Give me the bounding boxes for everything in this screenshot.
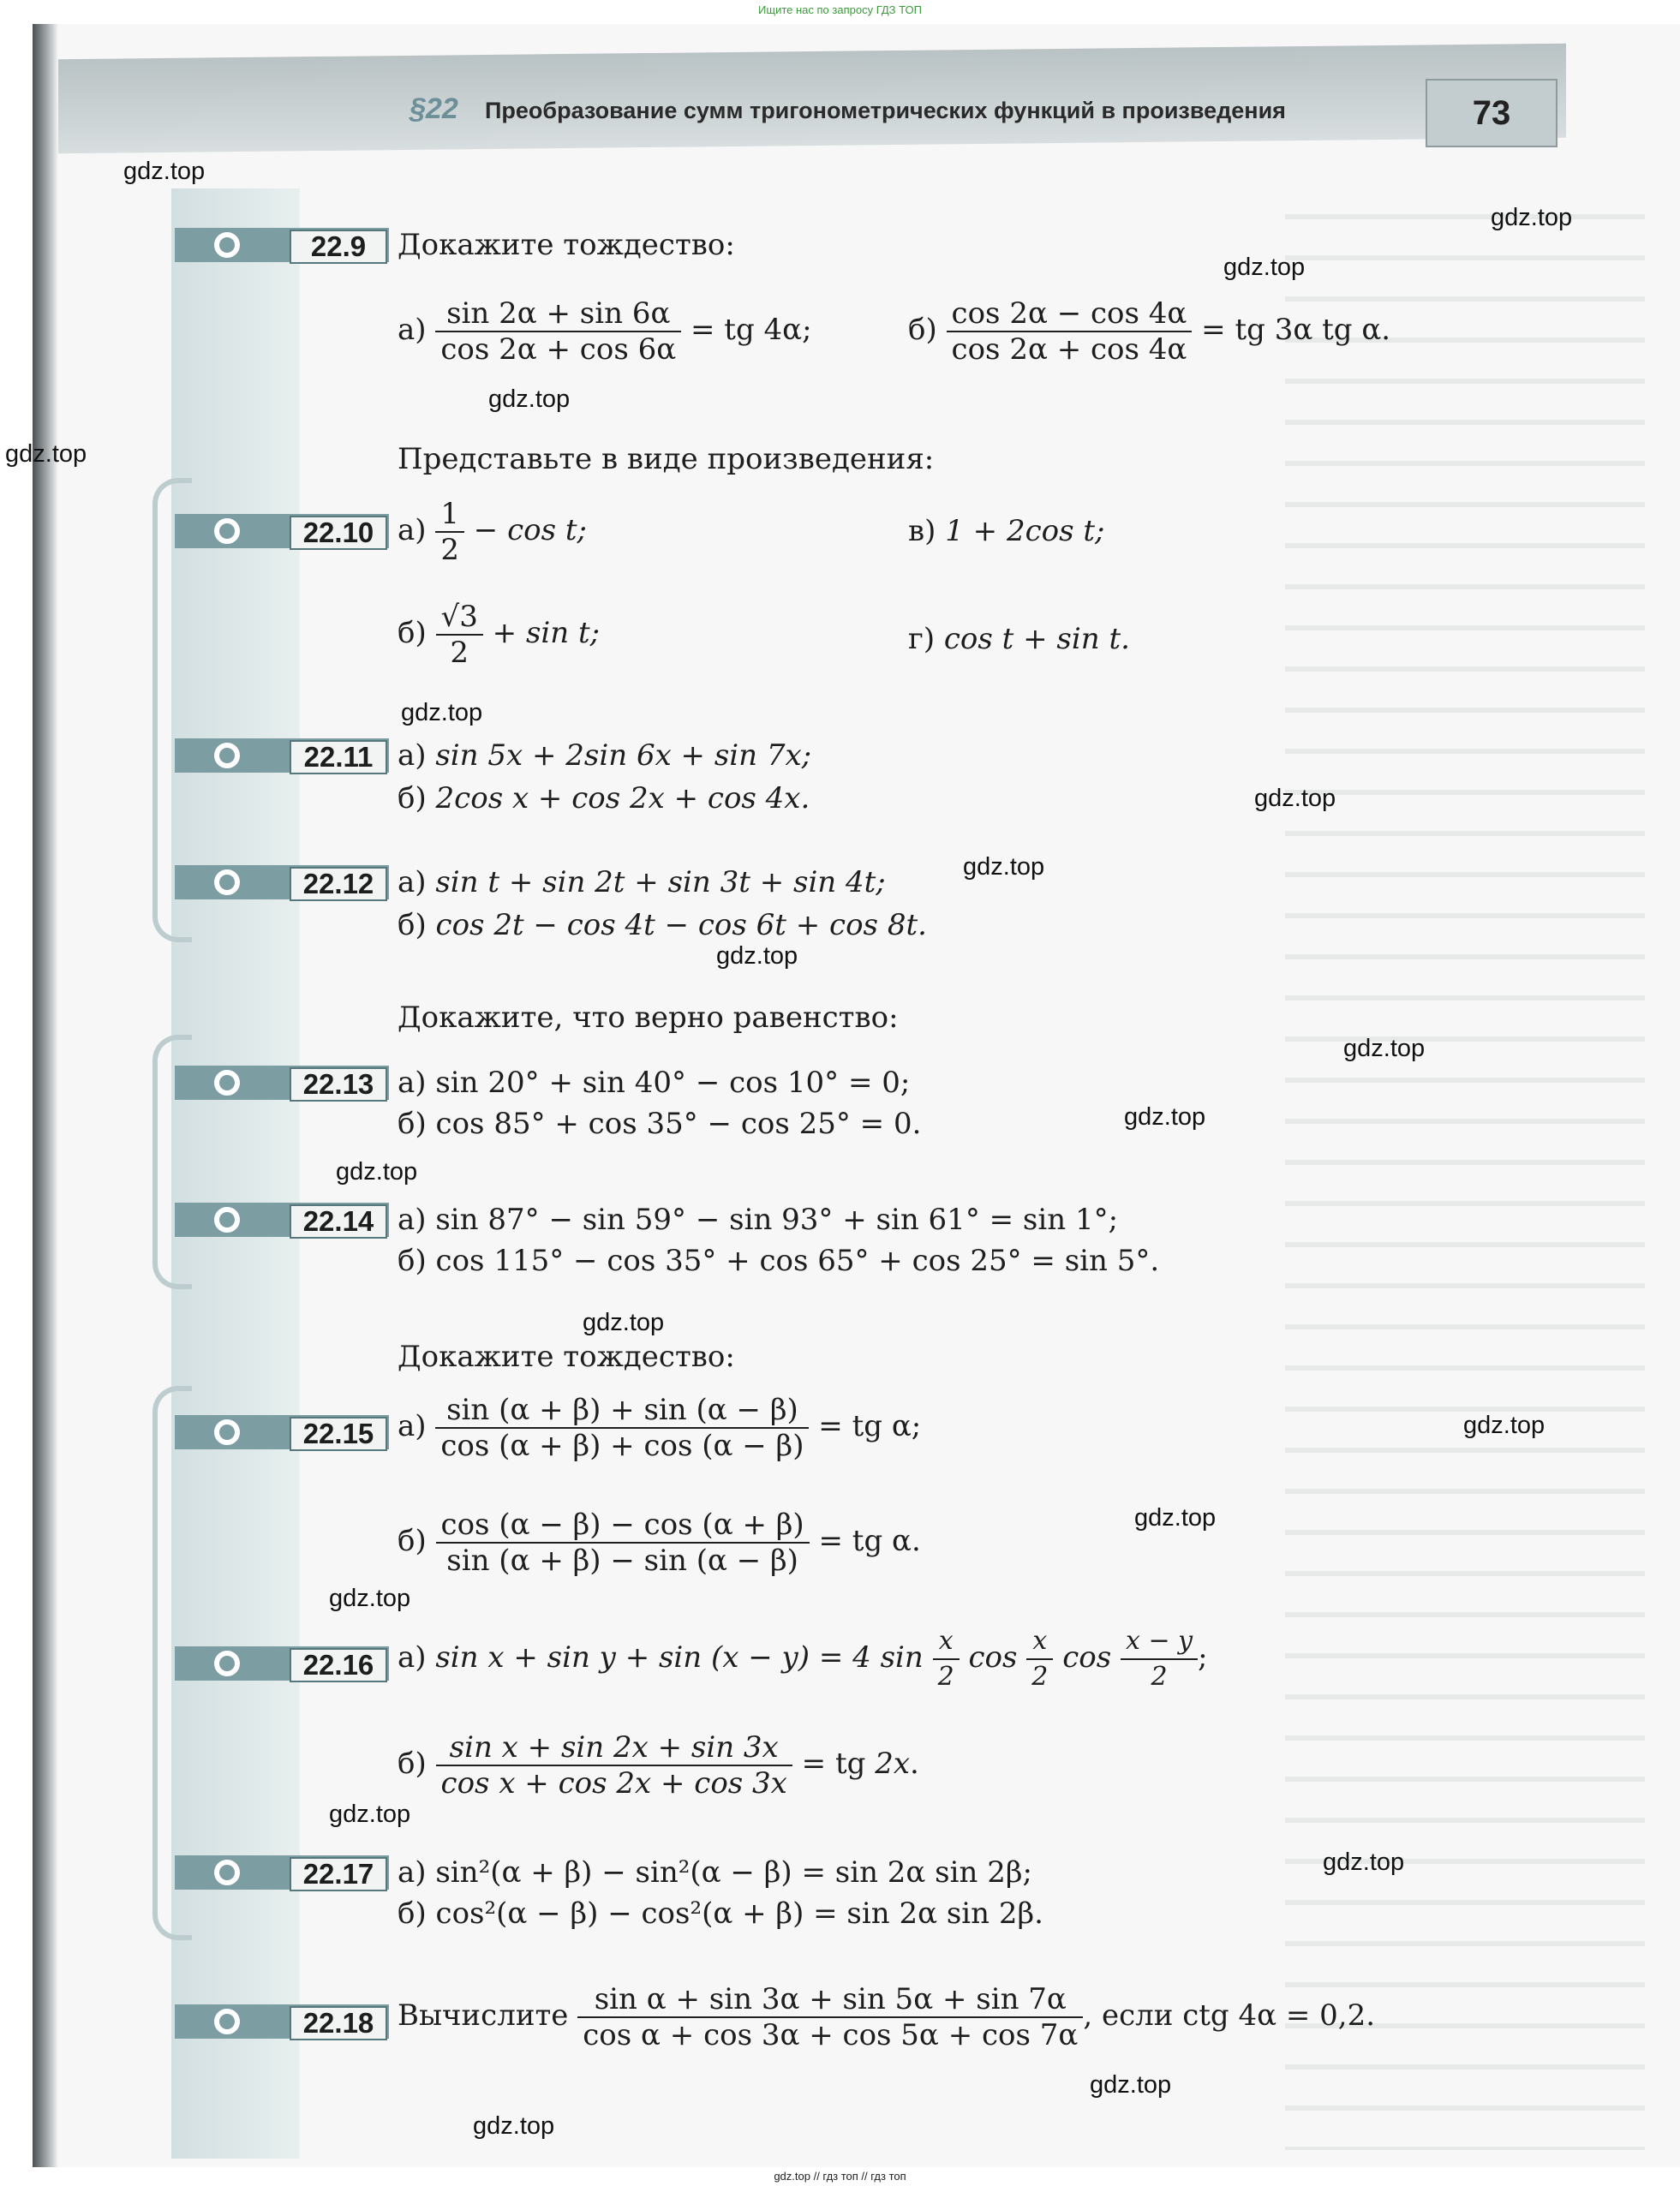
watermark: gdz.top bbox=[5, 440, 87, 468]
problem-number-22-11 bbox=[175, 738, 389, 773]
problem-number-22-16 bbox=[175, 1646, 389, 1681]
watermark: gdz.top bbox=[963, 853, 1045, 881]
problem-22-9-a: а) $\frac{\sin 2\alpha + \sin 6\alpha}{\cos 2\alpha + \cos 6\alpha}$ = tg 4α; bbox=[398, 296, 812, 367]
problem-22-10-b-tail: + sin t; bbox=[492, 616, 601, 650]
problem-number-22-18 bbox=[175, 2004, 389, 2039]
problem-22-18-verb: Вычислите bbox=[398, 1998, 569, 2033]
problem-22-15-b: б) $\frac{\cos (\alpha - \beta) - \cos (\alpha + \beta)}{\sin (\alpha + \beta) - \sin (\alpha - \beta)}$ = tg α. bbox=[398, 1508, 921, 1578]
difficulty-circle-icon bbox=[214, 1419, 240, 1445]
problem-22-10-v: в) 1 + 2cos t; bbox=[908, 514, 1105, 548]
difficulty-circle-icon bbox=[214, 518, 240, 544]
problem-number-22-15 bbox=[175, 1415, 389, 1449]
page-number: 73 bbox=[1426, 79, 1557, 147]
problem-22-10-b: б) $\frac{√3}{2}$ + sin t; bbox=[398, 600, 601, 670]
problem-22-10-g: г) cos t + sin t. bbox=[908, 622, 1130, 656]
watermark: gdz.top bbox=[1343, 1035, 1426, 1062]
difficulty-circle-icon bbox=[214, 232, 240, 258]
problem-label: 22.16 bbox=[290, 1648, 387, 1682]
problem-22-10-a-tail: − cos t; bbox=[473, 513, 587, 547]
problem-22-12-a: а) sin t + sin 2t + sin 3t + sin 4t; bbox=[398, 865, 886, 899]
difficulty-circle-icon bbox=[214, 1860, 240, 1885]
problem-22-18-condition: , если ctg 4α = 0,2. bbox=[1083, 1998, 1376, 2033]
problem-22-17-a: а) sin²(α + β) − sin²(α − β) = sin 2α sin 2β; bbox=[398, 1855, 1032, 1890]
watermark: gdz.top bbox=[329, 1801, 411, 1828]
difficulty-circle-icon bbox=[214, 869, 240, 895]
watermark: gdz.top bbox=[1491, 204, 1573, 231]
watermark: gdz.top bbox=[488, 385, 571, 413]
top-note: Ищите нас по запросу ГДЗ ТОП bbox=[758, 3, 922, 16]
problem-label: 22.13 bbox=[290, 1067, 387, 1102]
problem-label: 22.10 bbox=[290, 516, 387, 550]
problem-22-9-b: б) $\frac{\cos 2\alpha - \cos 4\alpha}{\cos 2\alpha + \cos 4\alpha}$ = tg 3α tg α. bbox=[908, 296, 1391, 367]
problem-label: 22.15 bbox=[290, 1417, 387, 1451]
problem-22-16-b: б) $\frac{\text{sin x + sin 2x + sin 3x}}{\text{cos x + cos 2x + cos 3x}}$ = tg 2x. bbox=[398, 1730, 919, 1801]
instruction-represent-product: Представьте в виде произведения: bbox=[398, 442, 935, 476]
watermark: gdz.top bbox=[123, 158, 206, 185]
difficulty-circle-icon bbox=[214, 2009, 240, 2034]
paragraph-number: §22 bbox=[410, 93, 458, 125]
difficulty-circle-icon bbox=[214, 1651, 240, 1676]
watermark: gdz.top bbox=[401, 699, 483, 726]
problem-22-17-b: б) cos²(α − β) − cos²(α + β) = sin 2α sin 2β. bbox=[398, 1896, 1043, 1931]
instruction-prove-identity-2: Докажите тождество: bbox=[398, 1340, 735, 1374]
problem-22-10-v-text: 1 + 2cos t; bbox=[945, 514, 1105, 548]
watermark: gdz.top bbox=[716, 942, 798, 970]
problem-22-10-g-text: cos t + sin t. bbox=[943, 622, 1130, 656]
problem-label: 22.9 bbox=[290, 230, 387, 264]
problem-22-13-b: б) cos 85° + cos 35° − cos 25° = 0. bbox=[398, 1107, 922, 1141]
instruction-prove-identity: Докажите тождество: bbox=[398, 228, 735, 262]
problem-22-12-b: б) cos 2t − cos 4t − cos 6t + cos 8t. bbox=[398, 908, 927, 942]
problem-22-11-a: а) sin 5x + 2sin 6x + sin 7x; bbox=[398, 738, 812, 773]
problem-22-14-b: б) cos 115° − cos 35° + cos 65° + cos 25° = sin 5°. bbox=[398, 1244, 1160, 1278]
problem-label: 22.11 bbox=[290, 740, 387, 774]
problem-22-16-a: а) sin x + sin y + sin (x − y) = 4 sin $\frac{x}{2}$ cos $\frac{x}{2}$ cos $\frac{x - y}{2}$ ; bbox=[398, 1626, 1208, 1692]
problem-number-22-17 bbox=[175, 1855, 389, 1890]
difficulty-circle-icon bbox=[214, 743, 240, 768]
problem-label: 22.18 bbox=[290, 2006, 387, 2040]
watermark: gdz.top bbox=[1463, 1412, 1545, 1439]
problem-22-10-a: а) $\frac{1}{2}$ − cos t; bbox=[398, 497, 587, 567]
watermark: gdz.top bbox=[1223, 254, 1306, 281]
watermark: gdz.top bbox=[1090, 2071, 1172, 2099]
difficulty-circle-icon bbox=[214, 1070, 240, 1096]
problem-22-14-a: а) sin 87° − sin 59° − sin 93° + sin 61° = sin 1°; bbox=[398, 1203, 1119, 1237]
problem-22-11-b: б) 2cos x + cos 2x + cos 4x. bbox=[398, 781, 810, 815]
problem-number-22-13 bbox=[175, 1066, 389, 1100]
problem-label: 22.14 bbox=[290, 1204, 387, 1239]
watermark: gdz.top bbox=[1134, 1504, 1217, 1532]
watermark: gdz.top bbox=[1254, 785, 1336, 812]
watermark: gdz.top bbox=[1323, 1849, 1405, 1876]
difficulty-circle-icon bbox=[214, 1207, 240, 1233]
watermark: gdz.top bbox=[473, 2112, 555, 2140]
problem-22-18: Вычислите $\frac{\text{sin α + sin 3α + sin 5α + sin 7α}}{\text{cos α + cos 3α + cos 5α + cos 7α}}$ , если ctg 4α = 0,2. bbox=[398, 1982, 1376, 2052]
problem-number-22-14 bbox=[175, 1203, 389, 1237]
problem-label: 22.12 bbox=[290, 867, 387, 901]
watermark: gdz.top bbox=[1124, 1103, 1206, 1131]
problem-label: 22.17 bbox=[290, 1857, 387, 1891]
problem-22-13-a: а) sin 20° + sin 40° − cos 10° = 0; bbox=[398, 1066, 911, 1100]
problem-number-22-12 bbox=[175, 865, 389, 899]
instruction-prove-equality: Докажите, что верно равенство: bbox=[398, 1000, 899, 1035]
chapter-title: Преобразование сумм тригонометрических функций в произведения bbox=[485, 98, 1286, 123]
book-spine bbox=[33, 24, 58, 2167]
watermark: gdz.top bbox=[583, 1309, 665, 1336]
problem-number-22-10 bbox=[175, 514, 389, 548]
problem-number-22-9 bbox=[175, 228, 389, 262]
watermark: gdz.top bbox=[336, 1158, 418, 1186]
bottom-note: gdz.top // гдз топ // гдз топ bbox=[774, 2170, 906, 2183]
problem-22-15-a: а) $\frac{\sin (\alpha + \beta) + \sin (\alpha - \beta)}{\cos (\alpha + \beta) + \cos (\alpha - \beta)}$ = tg α; bbox=[398, 1393, 922, 1463]
watermark: gdz.top bbox=[329, 1585, 411, 1612]
